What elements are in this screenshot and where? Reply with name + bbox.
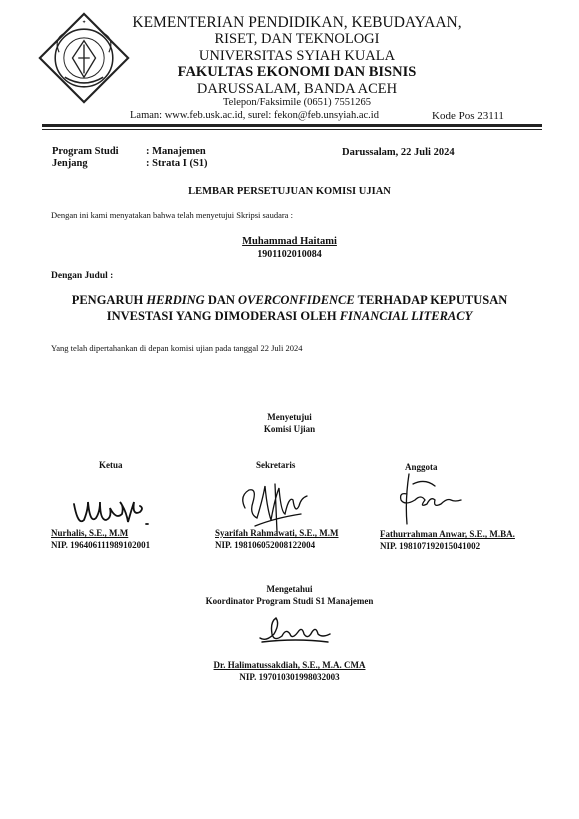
approval-subheading: Komisi Ujian	[263, 424, 316, 434]
coordinator-nip: NIP. 197010301998032003	[239, 672, 340, 682]
thesis-title-line1: PENGARUH HERDING DAN OVERCONFIDENCE TERHADAP KEPUTUSAN	[71, 293, 508, 307]
level-label: Jenjang	[52, 158, 88, 169]
anggota-name: Fathurrahman Anwar, S.E., M.BA.	[380, 529, 515, 539]
letterhead-rule-thin	[42, 129, 542, 130]
signature-ketua	[70, 490, 160, 530]
defense-statement: Yang telah dipertahankan di depan komisi ujian pada tanggal 22 Juli 2024	[51, 343, 303, 353]
thesis-title-label: Dengan Judul :	[51, 271, 114, 281]
acknowledgement-heading: Mengetahui	[266, 584, 313, 594]
coordinator-title: Koordinator Program Studi S1 Manajemen	[205, 596, 374, 606]
sekretaris-name: Syarifah Rahmawati, S.E., M.M	[215, 528, 339, 538]
phone-line: Telepon/Faksimile (0651) 7551265	[223, 97, 371, 108]
svg-text:✦: ✦	[81, 20, 87, 26]
document-title: LEMBAR PERSETUJUAN KOMISI UJIAN	[188, 186, 391, 197]
signature-anggota	[395, 470, 463, 530]
faculty-name: FAKULTAS EKONOMI DAN BISNIS	[177, 64, 417, 80]
ketua-name: Nurhalis, S.E., M.M	[51, 528, 129, 538]
ministry-name-line2: RISET, DAN TEKNOLOGI	[214, 31, 380, 47]
program-value: : Manajemen	[146, 146, 206, 157]
role-anggota: Anggota	[405, 462, 438, 472]
program-label: Program Studi	[52, 146, 119, 157]
university-logo	[36, 10, 132, 106]
approval-heading: Menyetujui	[267, 412, 312, 422]
web-email-line: Laman: www.feb.usk.ac.id, surel: fekon@feb.unsyiah.ac.id	[130, 110, 379, 121]
level-value: : Strata I (S1)	[146, 158, 208, 169]
university-name: UNIVERSITAS SYIAH KUALA	[198, 48, 396, 64]
signature-coordinator	[256, 612, 334, 648]
ministry-name: KEMENTERIAN PENDIDIKAN, KEBUDAYAAN,	[132, 14, 462, 31]
sekretaris-nip: NIP. 198106052008122004	[215, 540, 316, 550]
role-ketua: Ketua	[99, 460, 123, 470]
postal-code: Kode Pos 23111	[432, 110, 504, 122]
student-name: Muhammad Haitami	[242, 236, 337, 247]
thesis-title-line2: INVESTASI YANG DIMODERASI OLEH FINANCIAL LITERACY	[106, 309, 473, 323]
place-date: Darussalam, 22 Juli 2024	[342, 147, 455, 158]
intro-text: Dengan ini kami menyatakan bahwa telah menyetujui Skripsi saudara :	[51, 210, 293, 220]
ketua-nip: NIP. 196406111989102001	[51, 540, 151, 550]
anggota-nip: NIP. 198107192015041002	[380, 541, 481, 551]
student-nim: 1901102010084	[257, 249, 322, 260]
role-sekretaris: Sekretaris	[256, 460, 296, 470]
coordinator-name: Dr. Halimatussakdiah, S.E., M.A. CMA	[213, 660, 366, 670]
city-line: DARUSSALAM, BANDA ACEH	[196, 81, 398, 97]
letterhead-rule-thick	[42, 124, 542, 127]
